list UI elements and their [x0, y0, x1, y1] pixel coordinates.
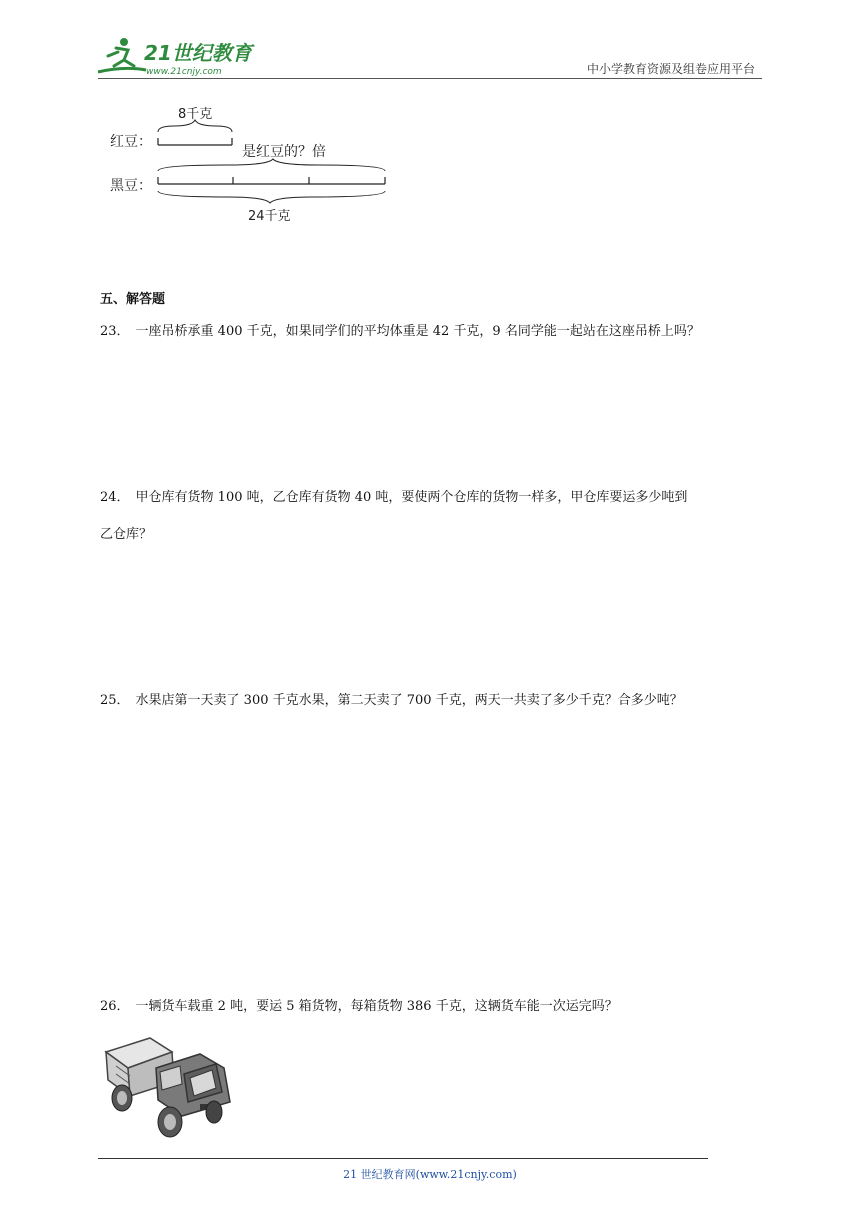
- header-divider: [98, 78, 762, 79]
- black-bean-label: 黑豆：: [110, 178, 152, 194]
- question-text: 一座吊桥承重 400 千克，如果同学们的平均体重是 42 千克，9 名同学能一起站在这座吊桥上吗？: [135, 324, 700, 339]
- footer-divider: [98, 1158, 708, 1159]
- question-number: 26．: [100, 999, 130, 1014]
- header-right-text: 中小学教育资源及组卷应用平台: [586, 62, 755, 76]
- question-24-continued: 乙仓库？: [100, 527, 153, 542]
- question-number: 25．: [100, 693, 130, 708]
- times-question: 是红豆的？倍: [242, 144, 326, 160]
- bottom-brace: [158, 191, 385, 203]
- red-bean-label: 红豆：: [110, 134, 152, 150]
- question-23: [100, 323, 770, 341]
- truck-icon: [100, 1030, 242, 1142]
- runner-logo-icon: [98, 38, 146, 72]
- question-text: 一辆货车载重 2 吨，要运 5 箱货物，每箱货物 386 千克，这辆货车能一次运完吗？: [135, 999, 618, 1014]
- section-title: 五、解答题: [100, 292, 166, 307]
- middle-brace: [158, 159, 385, 171]
- question-number: 23．: [100, 324, 130, 339]
- question-25: [100, 692, 770, 710]
- logo-url: www.21cnjy.com: [146, 67, 222, 77]
- segment-diagram: [108, 100, 408, 230]
- question-number: 24．: [100, 490, 130, 505]
- question-26: [100, 998, 770, 1016]
- question-24: [100, 489, 770, 507]
- red-bean-segment: [158, 138, 232, 145]
- question-text: 甲仓库有货物 100 吨，乙仓库有货物 40 吨，要使两个仓库的货物一样多，甲仓库要运多少吨到: [135, 490, 688, 505]
- black-bean-weight: 24千克: [248, 209, 291, 224]
- red-bean-weight: 8千克: [178, 107, 213, 122]
- truck-illustration: [100, 1030, 242, 1142]
- black-bean-segment: [158, 177, 385, 184]
- site-logo: [94, 36, 264, 80]
- question-text: 水果店第一天卖了 300 千克水果，第二天卖了 700 千克，两天一共卖了多少千克？合多少吨？: [135, 693, 683, 708]
- footer-text: 21 世纪教育网(www.21cnjy.com): [343, 1168, 517, 1181]
- logo-text: 21世纪教育: [144, 41, 252, 65]
